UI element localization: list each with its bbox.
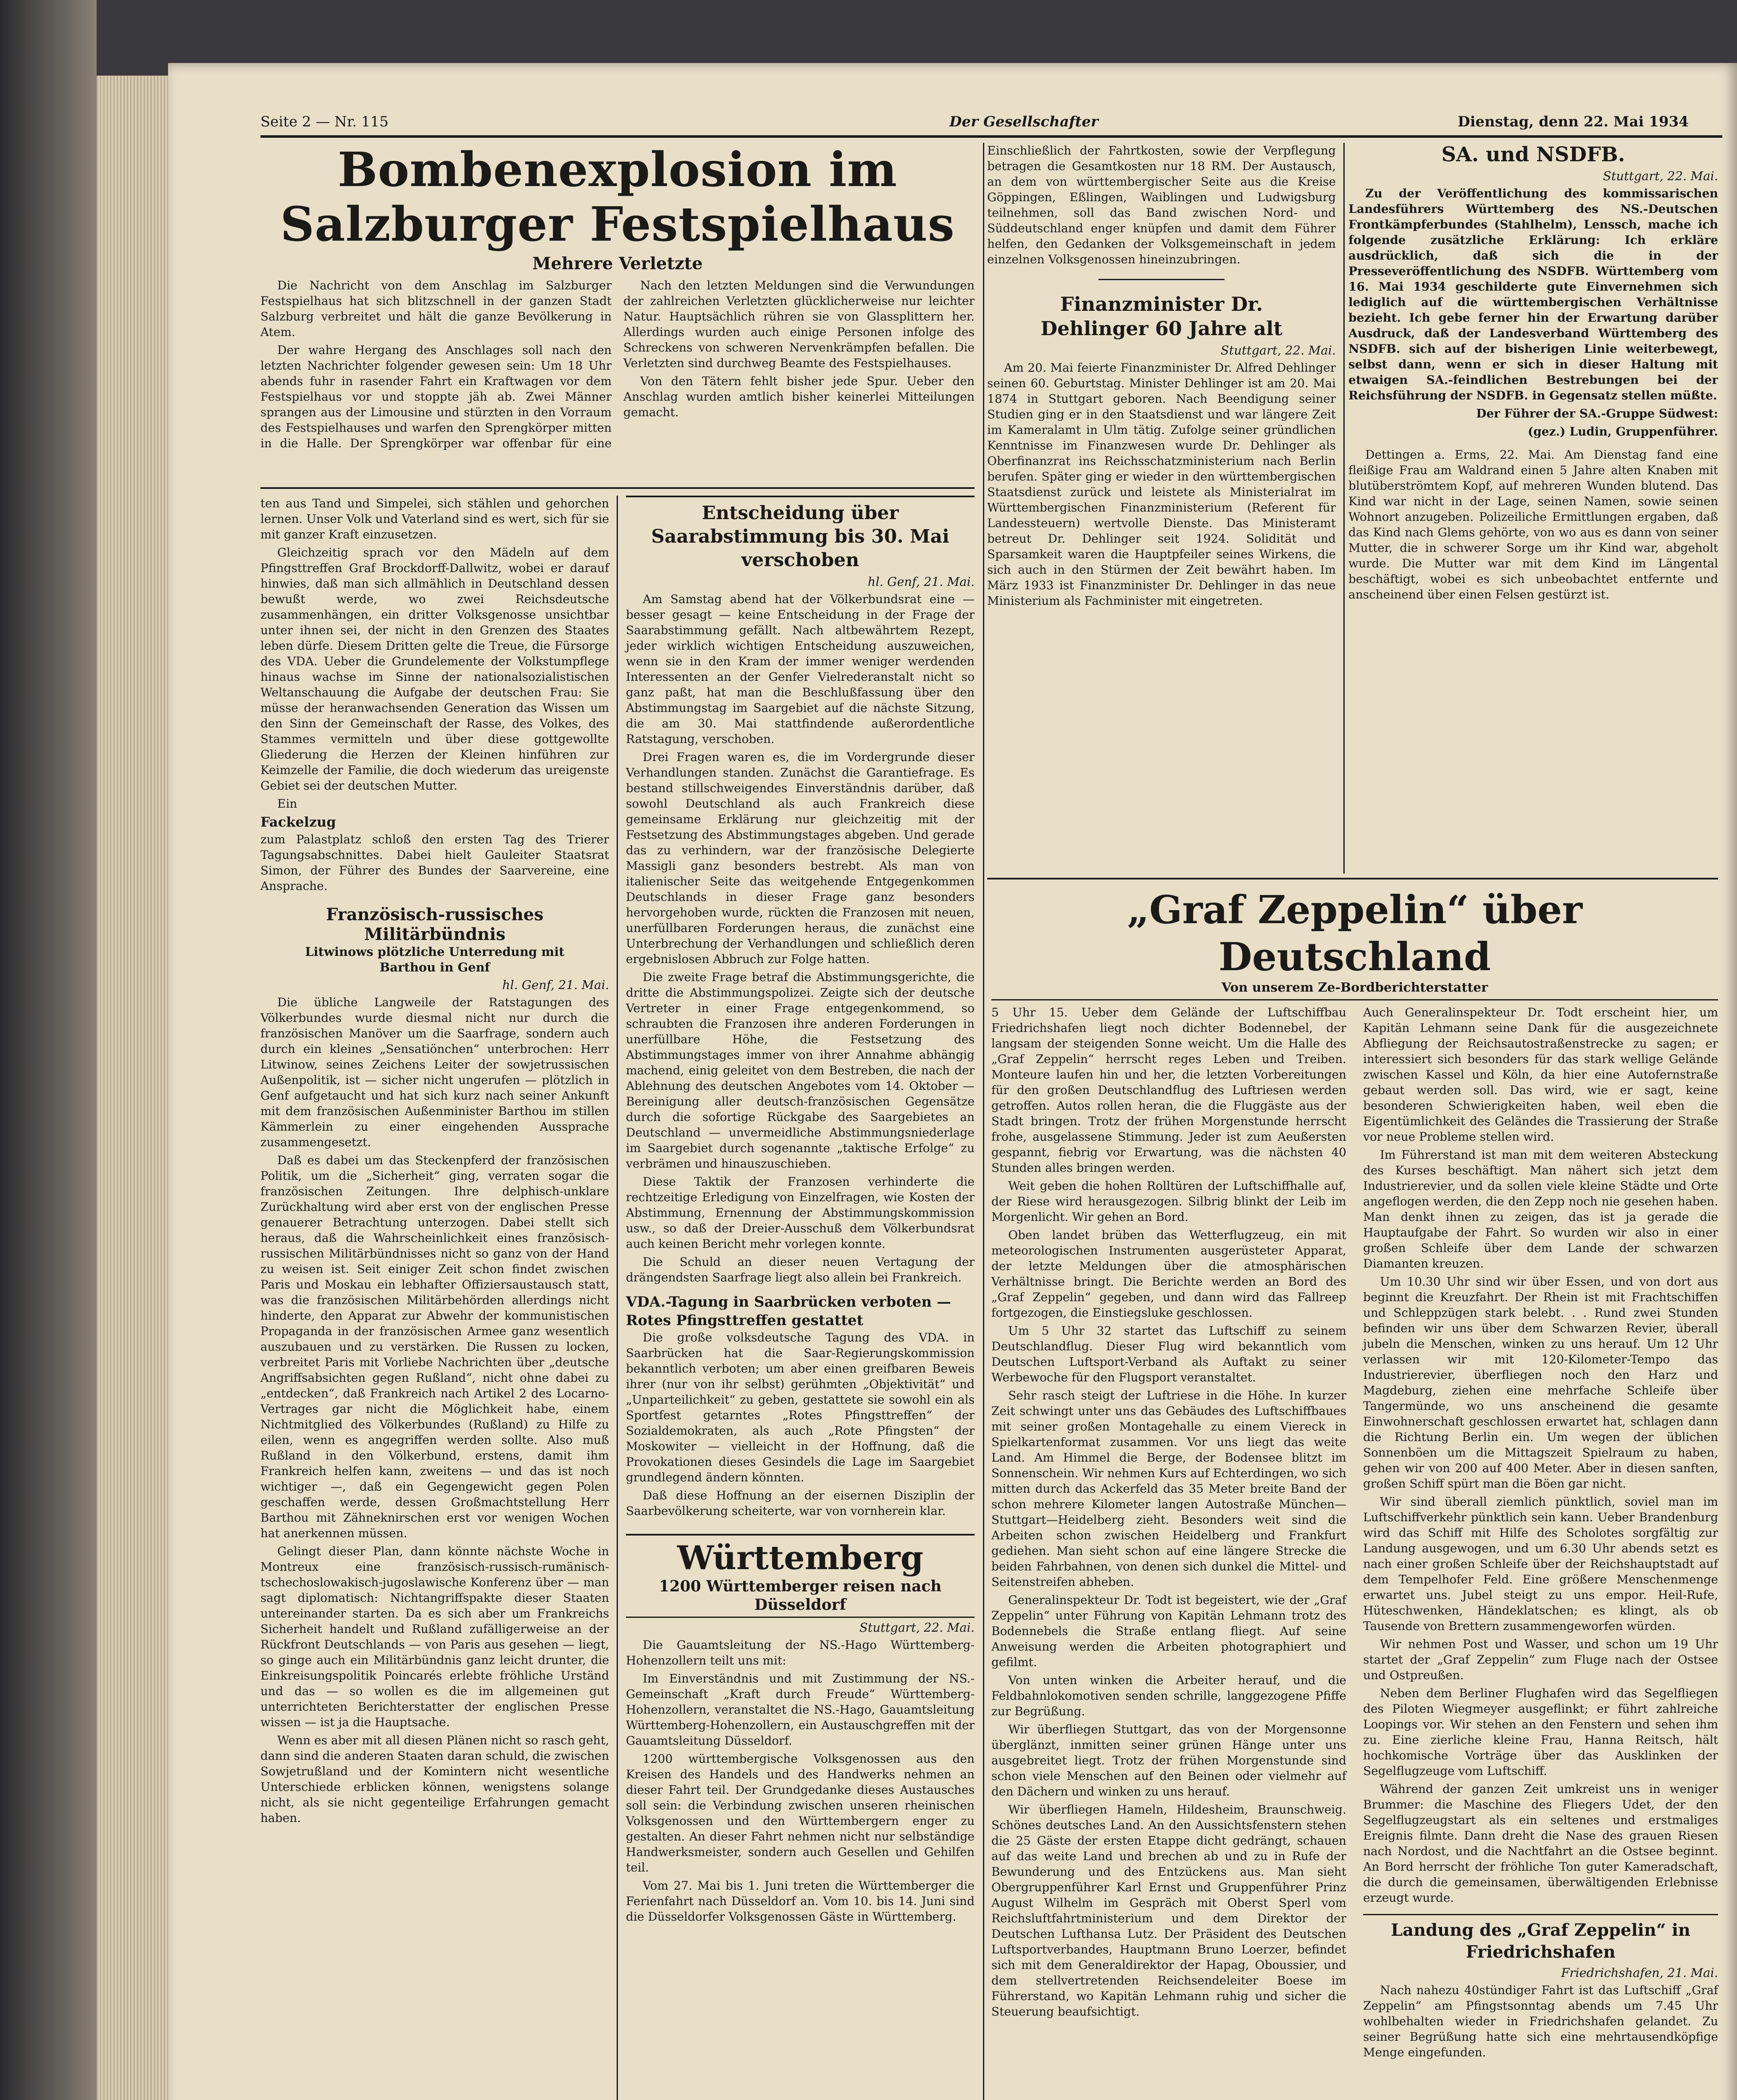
left-paragraph: Gleichzeitig sprach vor den Mädeln auf dem Pfingsttreffen Graf Brockdorff-Dallwitz, wobei er darauf hinwies, daß man sich allmählich in Deutschland dessen bewußt werde, wo zwei Reichsdeutsche zusammenhängen, ein dritter Volksgenosse unsichtbar unter ihnen sei, der nicht in den Grenzen des Staates leben dürfe. Diesem Dritten gelte die Treue, die Fürsorge des VDA. Ueber die Grundelemente der Volkstumpflege hinaus wachse im Sinne der nationalsozialistischen Weltanschauung die Aufgabe der deutschen Frau: Sie müsse der heranwachsenden Generation das Wissen um den Sinn der Gemeinschaft der Rasse, des Volkes, des Stammes vermitteln und über diese gottgewollte Gliederung die Herzen der Kleinen hinführen zur Keimzelle der Familie, die doch wiederum das ureigenste Gebiet sei der deutschen Mutter. bbox=[260, 546, 609, 793]
zeppelin-column-2 bbox=[1363, 1005, 1718, 2063]
zeppelin-paragraph: Um 10.30 Uhr sind wir über Essen, und von dort aus beginnt die Kreuzfahrt. Der Rhein ist mit Frachtschiffen und Schleppzügen stark belebt. . . Rund zwei Stunden befinden wir uns über dem Schwarzen Revier, überall jubeln die Menschen, winken zu uns herauf. Um 12 Uhr verlassen wir mit 120-Kilometer-Tempo das Industrierevier, überfliegen noch den Harz und Magdeburg, ziehen eine mehrfache Schleife über Tangermünde, wo uns anscheinend die gesamte Einwohnerschaft geschlossen erwartet hat, schlagen dann die Richtung Berlin ein. Um wegen der üblichen Sonnenböen um die Mittagszeit Spielraum zu haben, gehen wir von 200 auf 400 Meter. Aber in diesen sanften, großen Schiff spürt man die Böen gar nicht. bbox=[1363, 1275, 1718, 1491]
landung-headline: Landung des „Graf Zeppelin“ in Friedrichshafen bbox=[1363, 1914, 1718, 1963]
right-section-rule bbox=[987, 878, 1718, 879]
paper-name: Der Gesellschafter bbox=[949, 113, 1098, 130]
sa-nsdfb-dateline: Stuttgart, 22. Mai. bbox=[1603, 169, 1718, 183]
newspaper-page bbox=[168, 63, 1737, 2100]
zeppelin-paragraph: Wir nehmen Post und Wasser, und schon um 19 Uhr startet der „Graf Zeppelin“ zum Fluge nach der Ostsee und Ostpreußen. bbox=[1363, 1637, 1718, 1682]
left-paragraph: ten aus Tand und Simpelei, sich stählen und gehorchen lernen. Unser Volk und Vaterland sind es wert, sich für sie mit ganzer Kraft einzusetzen. bbox=[260, 496, 609, 541]
zeppelin-byline: Von unserem Ze-Bordberichterstatter bbox=[991, 980, 1718, 1000]
saar-paragraph: Drei Fragen waren es, die im Vordergrunde dieser Verhandlungen standen. Zunächst die Garantiefrage. Es bestand stillschweigendes Einverständnis darüber, daß sowohl Deutschland als auch Frankreich diese gemeinsame Erklärung nur gleichzeitig mit der Festsetzung des Abstimmungstages abgeben. Und gerade das zu verhindern, war der französische Delegierte Massigli ganz besonders bestrebt. Als man von italienischer Seite das weitgehende Entgegenkommen Deutschlands in dieser Frage ganz besonders hervorgehoben wurde, rückten die Franzosen mit neuen, unerfüllbaren Forderungen heraus, die zunächst eine Unterbrechung der Verhandlungen und schließlich deren ergebnislosen Abbruch zur Folge hatten. bbox=[626, 750, 975, 966]
zeppelin-paragraph: Neben dem Berliner Flughafen wird das Segelfliegen des Piloten Wiegmeyer ausgeflinkt; er führt zahlreiche Loopings vor. Wir stehen an den Fenstern und sehen ihm zu. Eine zierliche kleine Frau, Hanna Reitsch, hält hochkomische Vorträge über das Ausklinken der Segelflugzeuge vom Luftschiff. bbox=[1363, 1686, 1718, 1778]
fahrtkosten-column bbox=[987, 143, 1336, 611]
book-binding bbox=[0, 0, 97, 2100]
saar-headline: Entscheidung über Saarabstimmung bis 30. Mai verschoben bbox=[626, 496, 975, 572]
salzburg-subhead: Mehrere Verletzte bbox=[532, 254, 703, 273]
landung-paragraph: Nach nahezu 40stündiger Fahrt ist das Luftschiff „Graf Zeppelin“ am Pfingstsonntag abends um 7.45 Uhr wohlbehalten wieder in Friedrichshafen gelandet. Zu seiner Begrüßung hatte sich eine mehrtausendköpfige Menge eingefunden. bbox=[1363, 1983, 1718, 2059]
left-paragraph: Daß es dabei um das Steckenpferd der französischen Politik, um die „Sicherheit“ ging, verraten sogar die französischen Zeitungen. Ihre delphisch-unklare Zurückhaltung wird aber erst von der englischen Presse genauerer Betrachtung unterzogen. Dabei stellt sich heraus, daß die Wahrscheinlichkeit eines französisch-russischen Militärbündnisses nicht so ganz von der Hand zu weisen ist. Seit einiger Zeit schon findet zwischen Paris und Moskau ein lebhafter Offiziersaustausch statt, was die französischen Militärbehörden allerdings nicht hinderte, den Apparat zur Abwehr der kommunistischen Propaganda in der französischen Armee ganz wesentlich auszubauen und zu verstärken. Die Russen zu locken, verbreitet Paris mit Vorliebe Nachrichten über „deutsche Angriffsabsichten gegen Rußland“, nicht ohne dabei zu „entdecken“, daß Frankreich nach Artikel 2 des Locarno-Vertrages gar nicht die Möglichkeit habe, einem Nichtmitglied des Völkerbundes (Rußland) zu Hilfe zu eilen, wenn es angegriffen werden sollte. Also muß Rußland in den Völkerbund, erstens, damit ihm Frankreich helfen kann, zweitens — und das ist noch wichtiger —, daß ein Gegengewicht gegen Polen geschaffen werde, dessen Großmachtstellung Herr Barthou mit Zähneknirschen erst vor wenigen Wochen hat anerkennen müssen. bbox=[260, 1153, 609, 1540]
zeppelin-column-1 bbox=[991, 1005, 1346, 2063]
vda-paragraph: Daß diese Hoffnung an der eisernen Disziplin der Saarbevölkerung scheiterte, war von vornherein klar. bbox=[626, 1488, 975, 1518]
wuerttemberg-headline: 1200 Württemberger reisen nach Düsseldorf bbox=[626, 1577, 975, 1618]
salzburg-headline: Bombenexplosion im Salzburger Festspielhaus bbox=[280, 142, 955, 252]
saar-paragraph: Die Schuld an dieser neuen Vertagung der drängendsten Saarfrage liegt also allein bei Frankreich. bbox=[626, 1255, 975, 1284]
dehlinger-dateline: Stuttgart, 22. Mai. bbox=[1220, 343, 1336, 357]
left-paragraph: Ein bbox=[277, 797, 297, 811]
zeppelin-paragraph: Sehr rasch steigt der Luftriese in die Höhe. In kurzer Zeit schwingt unter uns das Gebäudes des Luftschiffbaues mit seiner großen Montagehalle zu einem Viereck in Spielkartenformat zusammen. Vor uns liegt das weite Land. Am Himmel die Berge, der Bodensee blitzt im Sonnenschein. Wir nehmen Kurs auf Echterdingen, wo sich mitten durch das Ackerfeld das 35 Meter breite Band der schon mehrere Kilometer langen Autostraße München—Stuttgart—Heidelberg zieht. Besonders weit sind die Arbeiten schon zwischen Heidelberg und Frankfurt gediehen. Man sieht schon auf eine längere Strecke die beiden Fahrbahnen, von denen sich dunkel die Mittel- und Seitenstreifen abheben. bbox=[991, 1389, 1346, 1589]
fackelzug-heading: Fackelzug bbox=[260, 814, 336, 830]
dehlinger-paragraph: Am 20. Mai feierte Finanzminister Dr. Alfred Dehlinger seinen 60. Geburtstag. Minister Dehlinger ist am 20. Mai 1874 in Stuttgart geboren. Nach Beendigung seiner Studien ging er in den Staatsdienst und war längere Zeit im Kameralamt in Ulm tätig. Zufolge seiner gründlichen Kenntnisse im Finanzwesen wurde Dr. Dehlinger als Oberfinanzrat ins Reichsschatzministerium nach Berlin berufen. Später ging er wieder in den württembergischen Staatsdienst zurück und leistete als Ministerialrat im Württembergischen Finanzministerium (Referent für Landessteuern) wertvolle Dienste. Das Ministeramt betreut Dr. Dehlinger seit 1924. Solidität und Sparsamkeit waren die Hauptpfeiler seines Wirkens, die sich auch in den Stürmen der Zeit bewährt haben. Im März 1933 ist Finanzminister Dr. Dehlinger in das neue Ministerium als Fachminister mit eingetreten. bbox=[987, 361, 1336, 608]
column-rule bbox=[983, 143, 984, 2100]
fahrtkosten-paragraph: Einschließlich der Fahrtkosten, sowie der Verpflegung betragen die Gesamtkosten nur 18 RM. Der Austausch, an dem von württembergischer Seite aus die Kreise Göppingen, Eßlingen, Waiblingen und Ludwigsburg teilnehmen, soll das Band zwischen Nord- und Süddeutschland enger knüpfen und damit dem Führer helfen, den Gedanken der Volksgemeinschaft in jedem einzelnen Volksgenossen hineinzubringen. bbox=[987, 144, 1336, 266]
wuerttemberg-banner: Württemberg bbox=[626, 1534, 975, 1577]
column-rule bbox=[1343, 143, 1345, 874]
frr-dateline: hl. Genf, 21. Mai. bbox=[502, 978, 609, 992]
salzburg-paragraph: Nach den letzten Meldungen sind die Verwundungen der zahlreichen Verletzten glücklicherweise nur leichter Natur. Hauptsächlich rühren sie von Glassplittern her. Allerdings wurden auch einige Personen infolge des Schreckens von schweren Nervenkrämpfen befallen. Die Verletzten sind durchweg Beamte des Festspielhauses. bbox=[623, 278, 975, 370]
zeppelin-paragraph: Wir überfliegen Hameln, Hildesheim, Braunschweig. Schönes deutsches Land. An den Aussichtsfenstern stehen die 25 Gäste der ersten Etappe dicht gedrängt, schauen auf das weite Land und brechen ab und zu in Rufe der Bewunderung und des Entzückens aus. Man sieht Obergruppenführer Karl Ernst und Gruppenführer Prinz August Wilhelm im Gespräch mit Oberst Sperl vom Reichsluftfahrtministerium und dem Direktor der Deutschen Lufthansa Lutz. Der Präsident des Deutschen Luftsportverbandes, Hauptmann Bruno Loerzer, befindet sich mit dem Generaldirektor der Hapag, Oboussier, und dem stellvertretenden Reichsendeleiter Boese im Führerstand, wo Kapitän Lehmann ruhig und sicher die Steuerung beaufsichtigt. bbox=[991, 1803, 1346, 2019]
sa-nsdfb-column bbox=[1348, 143, 1718, 605]
zeppelin-paragraph: Um 5 Uhr 32 startet das Luftschiff zu seinem Deutschlandflug. Dieser Flug wird bekanntlich vom Deutschen Luftsport-Verband als Auftakt zu seiner Werbewoche für den Flugsport veranstaltet. bbox=[991, 1324, 1346, 1384]
frr-headline: Französisch-russisches Militärbündnis bbox=[326, 905, 544, 944]
page-number: Seite 2 — Nr. 115 bbox=[260, 113, 389, 130]
left-column bbox=[260, 496, 609, 1828]
saar-paragraph: Am Samstag abend hat der Völkerbundsrat eine — besser gesagt — keine Entscheidung in der Frage der Saarabstimmung gefällt. Nach altbewährtem Rezept, jeder wirklich wichtigen Entscheidung auszuweichen, wenn sie in den Kram der immer weniger werdenden Interessenten an der Genfer Vielrederanstalt nicht so ganz paßt, hat man die Beschlußfassung über den Abstimmungstag im Saargebiet auf die nächste Sitzung, die am 30. Mai stattfindende außerordentliche Ratstagung, verschoben. bbox=[626, 592, 975, 746]
left-paragraph: Gelingt dieser Plan, dann könnte nächste Woche in Montreux eine französisch-russisch-rumänisch-tschechoslowakisch-jugoslawische Konferenz über — man sagt diplomatisch: Nichtangriffspakte dieser Staaten untereinander starten. Da es sich aber um Frankreichs Sicherheit handelt und Rußland zufälligerweise an der Rückfront Deutschlands — von Paris aus gesehen — liegt, so ginge auch ein Militärbündnis ganz leicht drunter, die Einkreisungspolitik Poincarés erlebte fröhliche Urständ und das — so wollen es die im allgemeinen gut unterrichteten Berichterstatter der englischen Presse wissen — ist ja die Hauptsache. bbox=[260, 1544, 609, 1729]
column-rule bbox=[617, 496, 618, 2100]
header-rule bbox=[260, 135, 1722, 138]
left-paragraph: Wenn es aber mit all diesen Plänen nicht so rasch geht, dann sind die anderen Staaten daran schuld, die zwischen Sowjetrußland und der Komintern nicht wesentliche Unterschiede erblicken können, wenigstens solange nicht, als sie nicht gegenteilige Erfahrungen gemacht haben. bbox=[260, 1733, 609, 1825]
saar-paragraph: Die zweite Frage betraf die Abstimmungsgerichte, die dritte die Abstimmungspolizei. Zeigte sich der deutsche Vertreter in einer Frage entgegenkommend, so schraubten die Franzosen ihre anderen Forderungen in unerfüllbare Höhe, die Festsetzung des Abstimmungstages immer von ihrer Annahme abhängig machend, einig geleitet von dem Bestreben, die nach der Ablehnung des deutschen Angebotes vom 14. Oktober — Bereinigung aller deutsch-französischen Gegensätze durch die sofortige Rückgabe des Saargebietes an Deutschland — unvermeidliche Abstimmungsniederlage im Saargebiet durch sogenannte „taktische Erfolge“ zu verbrämen und hinauszuschieben. bbox=[626, 970, 975, 1171]
sa-signature-2: (gez.) Ludin, Gruppenführer. bbox=[1527, 425, 1718, 438]
dehlinger-headline: Finanzminister Dr. Dehlinger 60 Jahre alt bbox=[1041, 293, 1282, 340]
zeppelin-paragraph: Weit geben die hohen Rolltüren der Luftschiffhalle auf, der Riese wird herausgezogen. Silbrig blinkt der Leib im Morgenlicht. Wir gehen an Bord. bbox=[991, 1179, 1346, 1224]
zeppelin-paragraph: Generalinspekteur Dr. Todt ist begeistert, wie der „Graf Zeppelin“ unter Führung von Kapitän Lehmann trotz des Bodennebels die Straße entlang fliegt. Auf seine Anweisung werden die Arbeiten photographiert und gefilmt. bbox=[991, 1593, 1346, 1669]
salzburg-paragraph: Der wahre Hergang des Anschlages soll nach den letzten Nachrichter folgender gewesen sein: Um 18 Uhr abends fuhr in rasender Fahrt ein Kraftwagen vor dem Festspielhaus vor und stoppte jäh ab. Zwei Männer sprangen aus der Limousine und stürzten in den Vorraum des Festspielhauses und warfen den Sprengkörper mitten in die Halle. Der Sprengkörper war offenbar für eine bbox=[260, 343, 612, 450]
saar-dateline: hl. Genf, 21. Mai. bbox=[867, 575, 975, 589]
zeppelin-paragraph: Im Führerstand ist man mit dem weiteren Absteckung des Kurses beschäftigt. Man nähert sich jetzt dem Industrierevier, und da sollen viele kleine Städte und Orte angeflogen werden, die den Zepp noch nie gesehen haben. Man denkt ihnen zu zeigen, das ist ja gerade die Hauptaufgabe der Fahrt. So wurden wir also in einer großen Schleife über dem Lande der schwarzen Diamanten kreuzen. bbox=[1363, 1148, 1718, 1270]
vda-headline: VDA.-Tagung in Saarbrücken verboten — Rotes Pfingsttreffen gestattet bbox=[626, 1294, 951, 1329]
sa-nsdfb-paragraph: Zu der Veröffentlichung des kommissarischen Landesführers Württemberg des NS.-Deutschen Frontkämpferbundes (Stahlhelm), Lenssch, mache ich folgende zusätzliche Erklärung: Ich erkläre ausdrücklich, daß sich die in der Presseveröffentlichung des NSDFB. Württemberg vom 16. Mai 1934 geschilderte gute Einvernehmen sich lediglich auf die württembergischen Verhältnisse bezieht. Ich gebe ferner hin der Erwartung darüber Ausdruck, daß der Landesverband Württemberg des NSDFB. sich auf der bisherigen Linie weiterbewegt, selbst dann, wenn er sich in dieser Haltung mit etwaigen SA.-feindlichen Bestrebungen bei der Reichsführung der NSDFB. in Gegensatz stellen müßte. bbox=[1348, 186, 1718, 402]
vda-paragraph: Die große volksdeutsche Tagung des VDA. in Saarbrücken hat die Saar-Regierungskommission bekanntlich verboten; um aber einen greifbaren Beweis ihrer (nur von ihr selbst) gerühmten „Objektivität“ und „Unparteilichkeit“ zu geben, gestattete sie sowohl ein als Sportfest getarntes „Rotes Pfingsttreffen“ der Sozialdemokraten, als auch „Rote Pfingsten“ der Moskowiter — vielleicht in der Hoffnung, daß die Provokationen dieses Gesindels die Lage im Saargebiet grundlegend ändern könnten. bbox=[626, 1331, 975, 1484]
salzburg-paragraph: Die Nachricht von dem Anschlag im Salzburger Festspielhaus hat sich blitzschnell in der ganzen Stadt Salzburg verbreitet und hält die ganze Bevölkerung in Atem. bbox=[260, 278, 612, 339]
zeppelin-paragraph: Während der ganzen Zeit umkreist uns in weniger Brummer: die Maschine des Fliegers Udet, der den Segelflugzeugstart als ein seltenes und erstmaliges Ereignis filmte. Dann dreht die Nase des grauen Riesen nach Nordost, und die Nachtfahrt an die Ostsee beginnt. An Bord herrscht der fröhliche Ton guter Kameradschaft, die durch die gemeinsamen, überwältigenden Erlebnisse erzeugt wurde. bbox=[1363, 1782, 1718, 1905]
zeppelin-paragraph: Wir überfliegen Stuttgart, das von der Morgensonne überglänzt, inmitten seiner grünen Hänge unter uns ausgebreitet liegt. Trotz der frühen Morgenstunde sind schon viele Menschen auf den Beinen oder vielmehr auf den Dächern und winken zu uns herauf. bbox=[991, 1722, 1346, 1798]
wuerttemberg-dateline: Stuttgart, 22. Mai. bbox=[859, 1620, 975, 1635]
wuerttemberg-paragraph: Vom 27. Mai bis 1. Juni treten die Württemberger die Ferienfahrt nach Düsseldorf an. Vom 10. bis 14. Juni sind die Düsseldorfer Volksgenossen Gäste in Württemberg. bbox=[626, 1879, 975, 1924]
salzburg-article bbox=[260, 143, 975, 453]
issue-date: Dienstag, denn 22. Mai 1934 bbox=[1458, 113, 1689, 130]
page-stack-edge bbox=[97, 76, 172, 2100]
landung-dateline: Friedrichshafen, 21. Mai. bbox=[1561, 1966, 1718, 1980]
salzburg-paragraph: Von den Tätern fehlt bisher jede Spur. Ueber den Anschlag wurden amtlich bisher keinerlei Mitteilungen gemacht. bbox=[623, 374, 975, 419]
top-section-rule bbox=[260, 487, 975, 489]
section-rule bbox=[1098, 279, 1225, 280]
dettingen-paragraph: Dettingen a. Erms, 22. Mai. Am Dienstag fand eine fleißige Frau am Waldrand einen 5 Jahre alten Knaben mit blutüberströmtem Kopf, auf mehreren Wunden blutend. Das Kind war nicht in der Lage, seinen Namen, sowie seinen Wohnort anzugeben. Polizeiliche Ermittlungen ergaben, daß das Kind nach Glems gehörte, von wo aus es dann von seiner Mutter, die in schwerer Sorge um ihr Kind war, abgeholt wurde. Die Mutter war mit dem Kind im Längental beschäftigt, wobei es sich unbeobachtet entfernte und anscheinend über einen Felsen gestürzt ist. bbox=[1348, 448, 1718, 601]
wuerttemberg-paragraph: Im Einverständnis und mit Zustimmung der NS.-Gemeinschaft „Kraft durch Freude“ Württemberg-Hohenzollern, veranstaltet die NS.-Hago, Gauamtsleitung Württemberg-Hohenzollern, ein Austauschgreffen mit der Gauamtsleitung Düsseldorf. bbox=[626, 1672, 975, 1748]
frr-subhead: Litwinows plötzliche Unterredung mit Barthou in Genf bbox=[305, 945, 565, 974]
zeppelin-paragraph: Oben landet brüben das Wetterflugzeug, ein mit meteorologischen Instrumenten ausgerüsteter Apparat, der letzte Meldungen über die atmosphärischen Verhältnisse bringt. Die Berichte werden an Bord des „Graf Zeppelin“ gegeben, und dann wird das Fallreep fortgezogen, die Einstiegsluke geschlossen. bbox=[991, 1228, 1346, 1320]
sa-signature-1: Der Führer der SA.-Gruppe Südwest: bbox=[1476, 407, 1718, 420]
sa-nsdfb-headline: SA. und NSDFB. bbox=[1441, 143, 1625, 166]
zeppelin-paragraph: Auch Generalinspekteur Dr. Todt erscheint hier, um Kapitän Lehmann seine Dank für die ausgezeichnete Abfliegung der Reichsautostraßenstrecke zu sagen; er interessiert sich besonders für das stark wellige Gelände zwischen Kassel und Köln, da hier eine Autofernstraße gebaut werden soll. Das wird, wie er sagt, keine besonderen Schwierigkeiten haben, weil eben die Eigentümlichkeit des Geländes die Trassierung der Straße vor neue Probleme stellen wird. bbox=[1363, 1005, 1718, 1144]
zeppelin-paragraph: Von unten winken die Arbeiter herauf, und die Feldbahnlokomotiven senden schrille, langgezogene Pfiffe zur Begrüßung. bbox=[991, 1673, 1346, 1718]
middle-column bbox=[626, 496, 975, 1927]
wuerttemberg-paragraph: 1200 württembergische Volksgenossen aus den Kreisen des Handels und des Handwerks nehmen an dieser Fahrt teil. Der Grundgedanke dieses Austausches soll sein: die Verbindung zwischen unseren rheinischen Volksgenossen und den Württembergern enger zu gestalten. An dieser Fahrt nehmen nicht nur selbständige Handwerksmeister, sondern auch Gesellen und Gehilfen teil. bbox=[626, 1752, 975, 1874]
left-paragraph: Die übliche Langweile der Ratstagungen des Völkerbundes wurde diesmal nicht nur durch die französischen Manöver um die Saarfrage, sondern auch durch ein kleines „Sensatiönchen“ unterbrochen: Herr Litwinow, seines Zeichens Leiter der sowjetrussischen Außenpolitik, ist — sicher nicht ungerufen — plötzlich in Genf aufgetaucht und hat sich kurz nach seiner Ankunft mit dem französischen Außenminister Barthou im stillen Kämmerlein zu einer eingehenden Aussprache zusammengesetzt. bbox=[260, 995, 609, 1149]
zeppelin-paragraph: 5 Uhr 15. Ueber dem Gelände der Luftschiffbau Friedrichshafen liegt noch dichter Bodennebel, der langsam der steigenden Sonne weicht. Um die Halle des „Graf Zeppelin“ herrscht reges Leben und Treiben. Monteure laufen hin und her, die letzten Vorbereitungen für den großen Deutschlandflug des Luftriesen werden getroffen. Autos rollen heran, die die Fluggäste aus der Stadt bringen. Trotz der frühen Morgenstunde herrscht frohe, ausgelassene Stimmung. Jeder ist zum Aeußersten gespannt, fiebrig vor Erwartung, was die nächsten 40 Stunden alles bringen werden. bbox=[991, 1005, 1346, 1175]
saar-paragraph: Diese Taktik der Franzosen verhinderte die rechtzeitige Erledigung von Einzelfragen, wie Kosten der Abstimmung, Ernennung der Abstimmungskommission usw., so daß der Dreier-Ausschuß dem Völkerbundsrat auch keinen Bericht mehr vorlegen konnte. bbox=[626, 1175, 975, 1251]
zeppelin-paragraph: Wir sind überall ziemlich pünktlich, soviel man im Luftschiffverkehr pünktlich sein kann. Ueber Brandenburg wird das Schiff mit Hilfe des Scholotes sorgfältig zur Landung ausgewogen, und um 6.30 Uhr abends setzt es nach einer großen Schleife über der Reichshauptstadt auf dem Tempelhofer Feld. Eine größere Menschenmenge erwartet uns. Jubel steigt zu uns empor. Heil-Rufe, Hüteschwenken, Händeklatschen; es klingt, als ob Tausende von Brettern zusammengeworfen würden. bbox=[1363, 1495, 1718, 1633]
left-paragraph: zum Palastplatz schloß den ersten Tag des Trierer Tagungsabschnittes. Dabei hielt Gauleiter Staatsrat Simon, der Führer des Bundes der Saarvereine, eine Ansprache. bbox=[260, 832, 609, 893]
zeppelin-article bbox=[991, 886, 1718, 2063]
wuerttemberg-paragraph: Die Gauamtsleitung der NS.-Hago Württemberg-Hohenzollern teilt uns mit: bbox=[626, 1638, 975, 1667]
zeppelin-headline: „Graf Zeppelin“ über Deutschland bbox=[1127, 887, 1582, 979]
